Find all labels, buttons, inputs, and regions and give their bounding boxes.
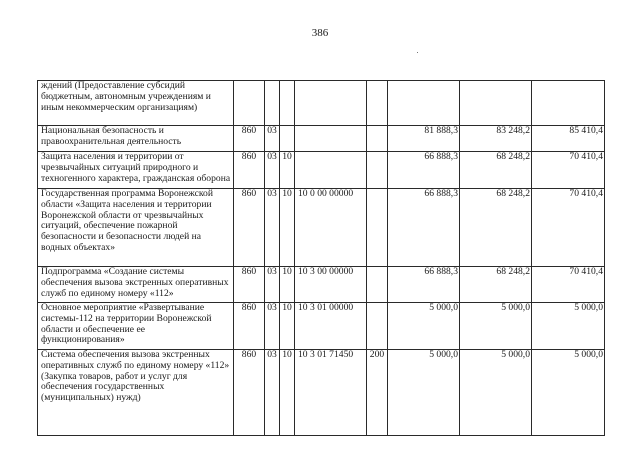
amount-year-1: 81 888,3	[388, 126, 460, 152]
section-code: 03	[265, 189, 280, 267]
table-row	[38, 81, 605, 126]
section-code: 03	[265, 126, 280, 152]
subsection-code: 10	[280, 152, 295, 189]
subsection-code: 10	[280, 303, 295, 350]
table-row	[38, 189, 605, 267]
row-name: Государственная программа Воронежской области «Защита населения и территории Воронежской области от чрезвычайных ситуаций, обеспечение пожарной безопасности и безопасности людей на водных объектах»	[38, 189, 234, 267]
amount-year-1: 66 888,3	[388, 189, 460, 267]
grbs-code	[234, 81, 265, 126]
section-code: 03	[265, 350, 280, 436]
amount-year-3: 70 410,4	[532, 152, 605, 189]
grbs-code: 860	[234, 152, 265, 189]
grbs-code: 860	[234, 350, 265, 436]
target-article-code	[295, 81, 367, 126]
amount-year-3: 5 000,0	[532, 350, 605, 436]
amount-year-1	[388, 81, 460, 126]
table-row	[38, 350, 605, 436]
grbs-code: 860	[234, 303, 265, 350]
table-row	[38, 126, 605, 152]
subsection-code: 10	[280, 267, 295, 303]
amount-year-3	[532, 81, 605, 126]
row-name: Защита населения и территории от чрезвычайных ситуаций природного и техногенного характера, гражданская оборона	[38, 152, 234, 189]
grbs-code: 860	[234, 267, 265, 303]
row-name: Система обеспечения вызова экстренных оперативных служб по единому номеру «112» (Закупка товаров, работ и услуг для обеспечения государственных (муниципальных) нужд)	[38, 350, 234, 436]
expense-type-code	[367, 126, 388, 152]
table-row	[38, 152, 605, 189]
expense-type-code: 200	[367, 350, 388, 436]
row-name: Национальная безопасность и правоохранительная деятельность	[38, 126, 234, 152]
section-code: 03	[265, 152, 280, 189]
expense-type-code	[367, 189, 388, 267]
target-article-code: 10 0 00 00000	[295, 189, 367, 267]
amount-year-3: 5 000,0	[532, 303, 605, 350]
expense-type-code	[367, 267, 388, 303]
amount-year-2: 83 248,2	[460, 126, 532, 152]
row-name: Основное мероприятие «Развертывание системы-112 на территории Воронежской области и обеспечение ее функционирования»	[38, 303, 234, 350]
row-name: Подпрограмма «Создание системы обеспечения вызова экстренных оперативных служб по единому номеру «112»	[38, 267, 234, 303]
budget-table	[37, 80, 605, 436]
amount-year-2: 68 248,2	[460, 189, 532, 267]
section-code	[265, 81, 280, 126]
amount-year-3: 70 410,4	[532, 267, 605, 303]
section-code: 03	[265, 303, 280, 350]
section-code: 03	[265, 267, 280, 303]
grbs-code: 860	[234, 189, 265, 267]
amount-year-2: 68 248,2	[460, 267, 532, 303]
subsection-code: 10	[280, 350, 295, 436]
amount-year-1: 66 888,3	[388, 152, 460, 189]
amount-year-1: 5 000,0	[388, 303, 460, 350]
amount-year-2	[460, 81, 532, 126]
page-number: 386	[311, 27, 329, 39]
table-row	[38, 267, 605, 303]
target-article-code: 10 3 00 00000	[295, 267, 367, 303]
scan-speck	[417, 52, 418, 53]
subsection-code: 10	[280, 189, 295, 267]
expense-type-code	[367, 81, 388, 126]
table-row	[38, 303, 605, 350]
amount-year-2: 5 000,0	[460, 350, 532, 436]
subsection-code	[280, 126, 295, 152]
target-article-code: 10 3 01 00000	[295, 303, 367, 350]
target-article-code	[295, 152, 367, 189]
amount-year-3: 70 410,4	[532, 189, 605, 267]
target-article-code	[295, 126, 367, 152]
target-article-code: 10 3 01 71450	[295, 350, 367, 436]
amount-year-1: 66 888,3	[388, 267, 460, 303]
expense-type-code	[367, 303, 388, 350]
amount-year-2: 5 000,0	[460, 303, 532, 350]
amount-year-1: 5 000,0	[388, 350, 460, 436]
subsection-code	[280, 81, 295, 126]
grbs-code: 860	[234, 126, 265, 152]
expense-type-code	[367, 152, 388, 189]
amount-year-2: 68 248,2	[460, 152, 532, 189]
row-name: ждений (Предоставление субсидий бюджетным, автономным учреждениям и иным некоммерческим организациям)	[38, 81, 234, 126]
amount-year-3: 85 410,4	[532, 126, 605, 152]
